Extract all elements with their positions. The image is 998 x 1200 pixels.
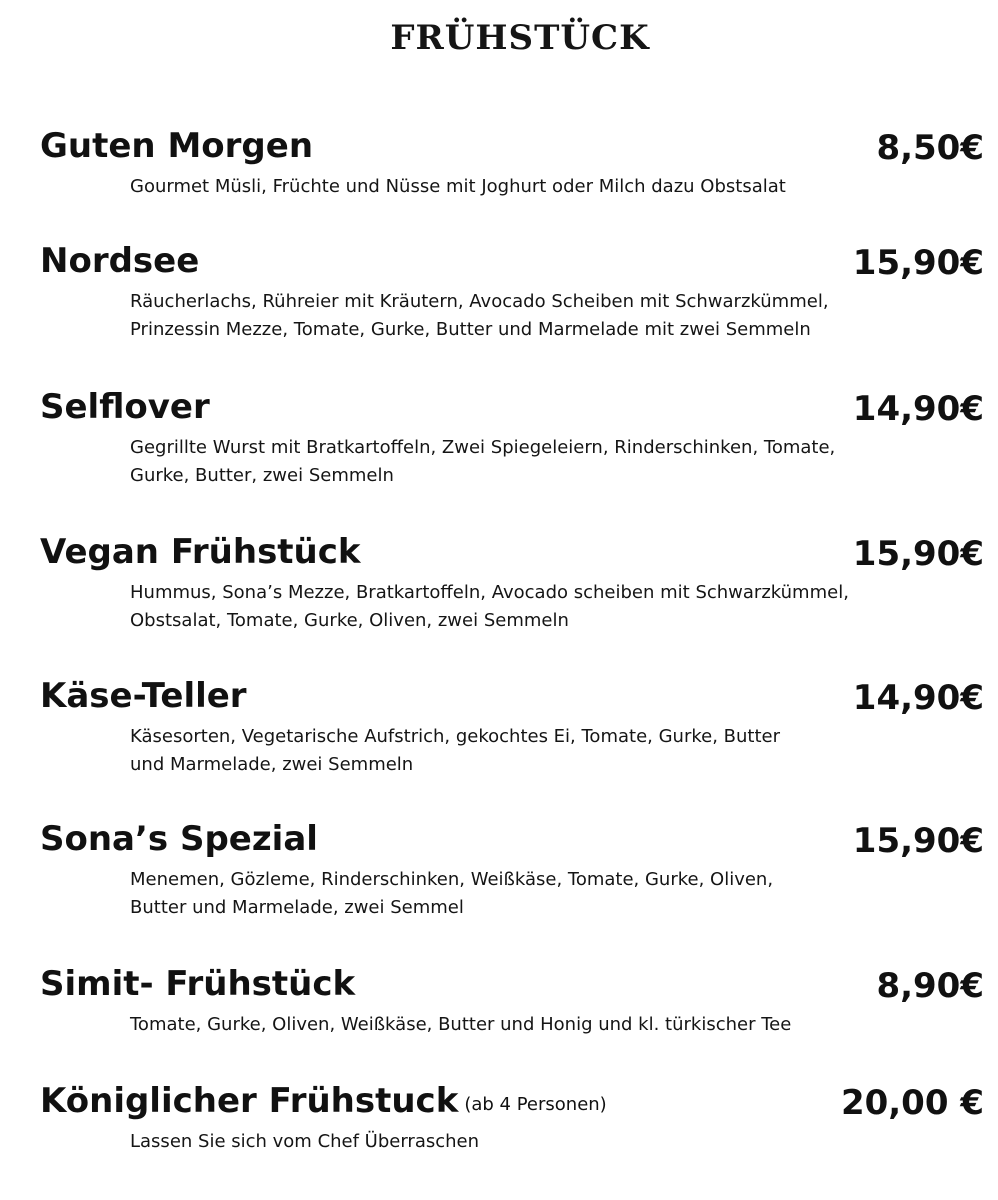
item-price: 8,50€ — [876, 128, 984, 168]
item-price: 15,90€ — [852, 243, 984, 283]
item-description — [130, 866, 910, 922]
item-description — [130, 1011, 910, 1039]
menu-title: FRÜHSTÜCK — [390, 18, 650, 58]
item-name: Nordsee — [40, 241, 200, 281]
description-line: Hummus, Sona’s Mezze, Bratkartoffeln, Avocado scheiben mit Schwarzkümmel, — [130, 582, 849, 603]
description-line: Käsesorten, Vegetarische Aufstrich, gekochtes Ei, Tomate, Gurke, Butter — [130, 726, 780, 747]
item-description — [130, 723, 910, 779]
item-name: Guten Morgen — [40, 126, 314, 166]
description-line: Gourmet Müsli, Früchte und Nüsse mit Joghurt oder Milch dazu Obstsalat — [130, 176, 786, 197]
item-name: Königlicher Frühstuck (ab 4 Personen) — [40, 1081, 607, 1121]
item-price: 20,00 € — [840, 1083, 984, 1123]
description-line: Butter und Marmelade, zwei Semmel — [130, 897, 464, 918]
description-line: Gurke, Butter, zwei Semmeln — [130, 465, 394, 486]
item-price: 15,90€ — [852, 534, 984, 574]
item-name: Käse-Teller — [40, 676, 247, 716]
item-description — [130, 434, 910, 490]
item-name: Simit- Frühstück — [40, 964, 356, 1004]
item-price: 14,90€ — [852, 678, 984, 718]
item-name: Vegan Frühstück — [40, 532, 361, 572]
description-line: Räucherlachs, Rühreier mit Kräutern, Avocado Scheiben mit Schwarzkümmel, — [130, 291, 829, 312]
item-description — [130, 1128, 910, 1156]
description-line: Tomate, Gurke, Oliven, Weißkäse, Butter und Honig und kl. türkischer Tee — [130, 1014, 792, 1035]
description-line: und Marmelade, zwei Semmeln — [130, 754, 414, 775]
item-price: 15,90€ — [852, 821, 984, 861]
item-price: 8,90€ — [876, 966, 984, 1006]
description-line: Prinzessin Mezze, Tomate, Gurke, Butter und Marmelade mit zwei Semmeln — [130, 319, 811, 340]
item-name: Sona’s Spezial — [40, 819, 318, 859]
item-description — [130, 579, 910, 635]
item-price: 14,90€ — [852, 389, 984, 429]
description-line: Obstsalat, Tomate, Gurke, Oliven, zwei Semmeln — [130, 610, 569, 631]
item-description — [130, 288, 910, 344]
item-note: (ab 4 Personen) — [464, 1094, 607, 1115]
description-line: Menemen, Gözleme, Rinderschinken, Weißkäse, Tomate, Gurke, Oliven, — [130, 869, 774, 890]
item-name: Selflover — [40, 387, 210, 427]
description-line: Lassen Sie sich vom Chef Überraschen — [130, 1131, 480, 1152]
item-description — [130, 173, 910, 201]
description-line: Gegrillte Wurst mit Bratkartoffeln, Zwei Spiegeleiern, Rinderschinken, Tomate, — [130, 437, 836, 458]
